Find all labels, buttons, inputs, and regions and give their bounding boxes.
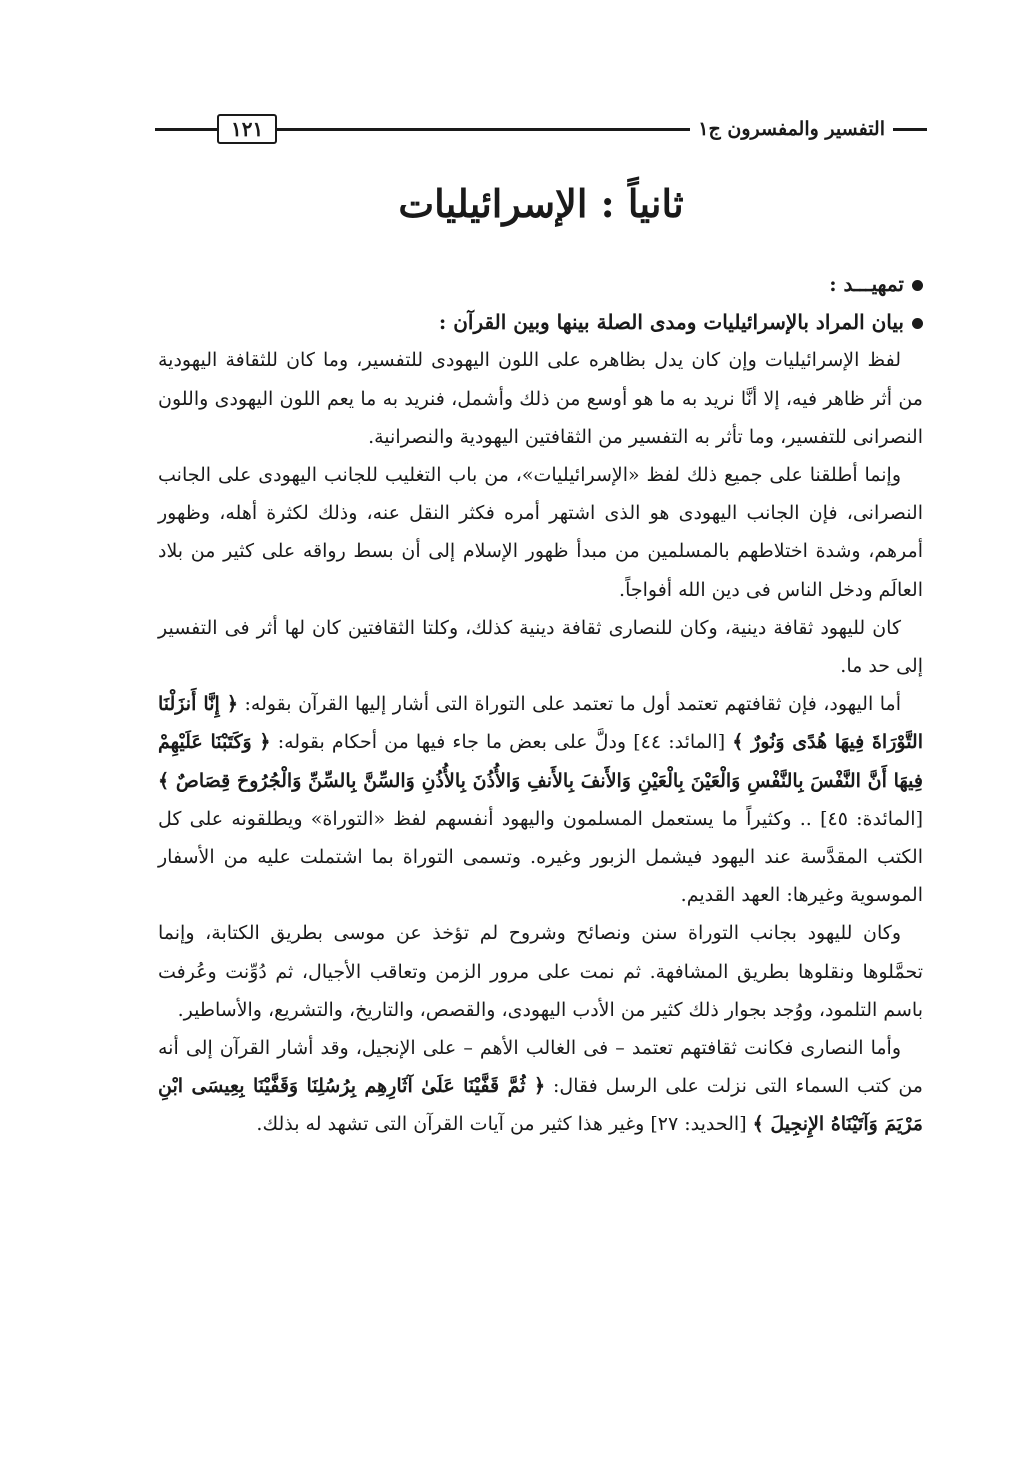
bullet-text: تمهيـــد : <box>829 272 904 296</box>
page-number: ١٢١ <box>217 114 277 144</box>
bullet-dot-icon <box>912 280 923 291</box>
quran-verse: ﴿ ثُمَّ قَفَّيْنَا عَلَىٰ آثَارِهِم بِرُسُلِنَا وَقَفَّيْنَا بِعِيسَى ابْنِ مَرْيَمَ وَآتَيْنَاهُ الإِنجِيلَ ﴾ <box>158 1075 923 1136</box>
running-header <box>155 112 927 146</box>
paragraph-2: وإنما أطلقنا على جميع ذلك لفظ «الإسرائيليات»، من باب التغليب للجانب اليهودى على الجانب النصرانى، فإن الجانب اليهودى هو الذى اشتهر أمره فكثر النقل عنه، وذلك لكثرة أهله، وظهور أمرهم، وشدة اختلاطهم بالمسلمين من مبدأ ظهور الإسلام إلى أن بسط رواقه على كثير من بلاد العالَم ودخل الناس فى دين الله أفواجاً. <box>158 464 923 601</box>
bullet-dot-icon <box>912 318 923 329</box>
page-body <box>158 265 923 1144</box>
paragraph-4 <box>158 685 923 914</box>
header-rule-middle <box>277 128 690 131</box>
paragraph-text: [المائد: ٤٤] ودلَّ على بعض ما جاء فيها من أحكام بقوله: <box>270 731 733 754</box>
paragraph-5: وكان لليهود بجانب التوراة سنن ونصائح وشروح لم تؤخذ عن موسى بطريق الكتابة، وإنما تحمَّلوها ونقلوها بطريق المشافهة. ثم نمت على مرور الزمن وتعاقب الأجيال، ثم دُوِّنت وعُرفت باسم التلمود، ووُجد بجوار ذلك كثير من الأدب اليهودى، والقصص، والتاريخ، والتشريع، والأساطير. <box>158 922 923 1021</box>
bullet-introduction <box>158 265 923 303</box>
paragraph-3: كان لليهود ثقافة دينية، وكان للنصارى ثقافة دينية كذلك، وكلتا الثقافتين كان لها أثر فى التفسير إلى حد ما. <box>158 616 923 678</box>
paragraph-text: [الحديد: ٢٧] وغير هذا كثير من آيات القرآن التى تشهد له بذلك. <box>256 1113 753 1136</box>
chapter-title: ثانياً : الإسرائيليات <box>398 181 684 226</box>
quran-verse: ﴿ إِنَّا أَنزَلْنَا التَّوْرَاةَ فِيهَا هُدًى وَنُورٌ ﴾ <box>158 693 923 754</box>
paragraph-1: لفظ الإسرائيليات وإن كان يدل بظاهره على اللون اليهودى للتفسير، وما كان للثقافة اليهودية من أثر ظاهر فيه، إلا أنَّا نريد به ما هو أوسع من ذلك وأشمل، فنريد به ما يعم اللون اليهودى واللون النصرانى للتفسير، وما تأثر به التفسير من الثقافتين اليهودية والنصرانية. <box>158 349 923 448</box>
header-rule-right <box>893 128 927 131</box>
paragraph-text: وأما النصارى فكانت ثقافتهم تعتمد – فى الغالب الأهم – على الإنجيل، وقد أشار القرآن إلى أنه من كتب السماء التى نزلت على الرسل فقال: <box>158 1037 923 1098</box>
book-title: التفسير والمفسرون ج١ <box>698 118 885 140</box>
paragraph-text: [المائدة: ٤٥] .. وكثيراً ما يستعمل المسلمون واليهود أنفسهم لفظ «التوراة» ويطلقونه على كل الكتب المقدَّسة عند اليهود فيشمل الزبور وغيره. وتسمى التوراة بما اشتملت عليه من الأسفار الموسوية وغيرها: العهد القديم. <box>158 807 923 907</box>
paragraph-6 <box>158 1029 923 1144</box>
header-rule-left <box>155 128 217 131</box>
bullet-definition <box>158 303 923 341</box>
bullet-text: بيان المراد بالإسرائيليات ومدى الصلة بينها وبين القرآن : <box>438 310 904 335</box>
quran-verse: ﴿ وَكَتَبْنَا عَلَيْهِمْ فِيهَا أَنَّ النَّفْسَ بِالنَّفْسِ وَالْعَيْنَ بِالْعَيْنِ وَالأَنفَ بِالأَنفِ وَالأُذُنَ بِالأُذُنِ وَالسِّنَّ بِالسِّنِّ وَالْجُرُوحَ قِصَاصٌ ﴾ <box>158 731 923 792</box>
paragraph-text: أما اليهود، فإن ثقافتهم تعتمد أول ما تعتمد على التوراة التى أشار إليها القرآن بقوله: <box>238 693 901 716</box>
